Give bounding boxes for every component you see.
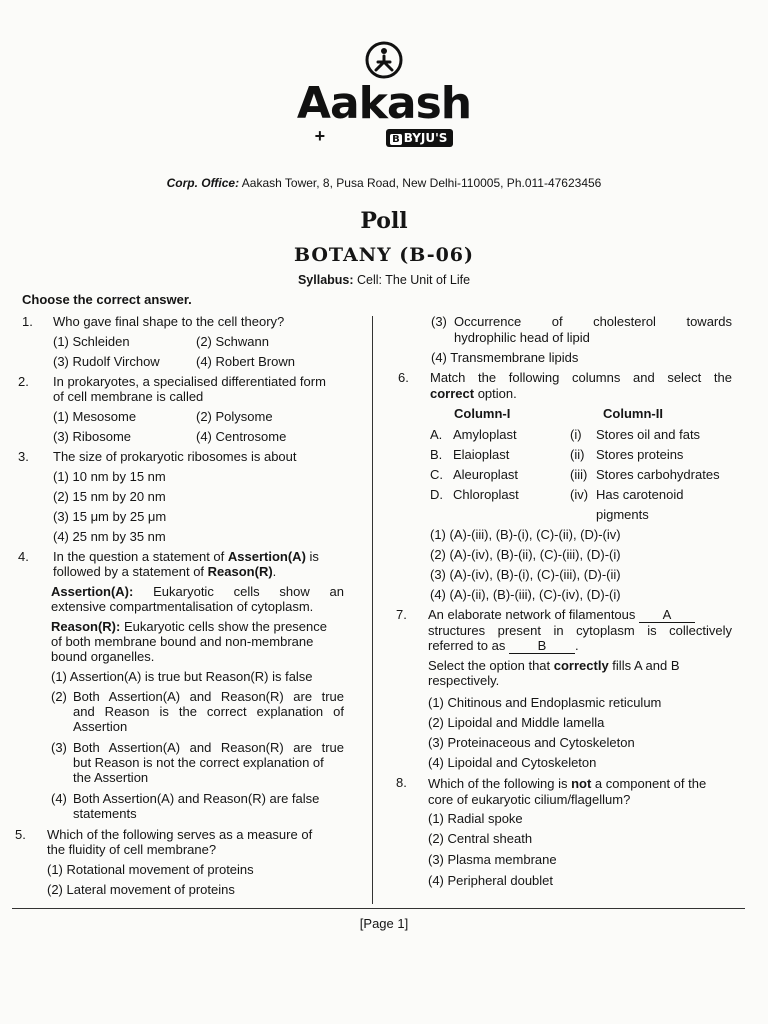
q8-line-1b: not — [571, 776, 592, 791]
q8-line-2: core of eukaryotic cilium/flagellum? — [428, 792, 631, 807]
q4-option-2-line-1: Both Assertion(A) and Reason(R) are true — [73, 689, 344, 704]
q8-line-1c: a component of the — [591, 776, 707, 791]
q6-row-a-match: Stores oil and fats — [596, 427, 701, 442]
partner-badge — [0, 126, 768, 150]
syllabus-label: Syllabus: — [297, 273, 354, 287]
q6-row-b-num: (ii) — [570, 447, 585, 462]
q2-number: 2. — [18, 374, 29, 389]
q7-line-1a: An elaborate network of filamentous — [428, 607, 640, 622]
q4-reason-line-3: bound organelles. — [51, 649, 155, 664]
q2-option-1: (1) Mesosome — [53, 409, 137, 424]
q7-blank-a: A — [639, 608, 695, 623]
q6-line-2a: correct — [430, 386, 475, 401]
q6-line-2 — [430, 386, 517, 401]
corp-office — [0, 176, 768, 190]
q3-option-4: (4) 25 nm by 35 nm — [53, 529, 166, 544]
q6-row-b-match: Stores proteins — [596, 447, 684, 462]
corp-label: Corp. Office: — [166, 176, 240, 190]
q4-assertion-line-2: extensive compartmentalisation of cytoplasm. — [51, 599, 314, 614]
q7-number: 7. — [396, 607, 407, 622]
q2-option-3: (3) Ribosome — [53, 429, 132, 444]
q7-line-5: respectively. — [428, 673, 500, 688]
q3-text: The size of prokaryotic ribosomes is about — [53, 449, 297, 464]
q7-line-3b: . — [574, 638, 579, 653]
plus-sign: + — [314, 126, 326, 146]
q4-option-3-line-3: the Assertion — [73, 770, 149, 785]
q2-option-4: (4) Centrosome — [196, 429, 287, 444]
q4-assertion-text-1: Eukaryotic cells show an — [133, 584, 344, 599]
q6-column-2-header: Column-II — [603, 406, 663, 421]
q5-option-1: (1) Rotational movement of proteins — [47, 862, 254, 877]
q6-row-c-match: Stores carbohydrates — [596, 467, 720, 482]
q5-line-1: Which of the following serves as a measure of — [47, 827, 313, 842]
q6-row-d-match-cont: pigments — [596, 507, 649, 522]
q5-option-3-line-1: Occurrence of cholesterol towards — [454, 314, 732, 329]
q6-number: 6. — [398, 370, 409, 385]
q7-line-3 — [428, 638, 579, 654]
q4-line-2a: followed by a statement of — [53, 564, 208, 579]
q6-row-d-item: Chloroplast — [453, 487, 519, 502]
q1-number: 1. — [22, 314, 33, 329]
corp-text: Aakash Tower, 8, Pusa Road, New Delhi-110005, Ph.011-47623456 — [239, 176, 602, 190]
q7-blank-b: B — [509, 639, 575, 654]
column-divider — [372, 316, 373, 904]
subject-title: BOTANY (B-06) — [293, 244, 475, 266]
q4-option-4-line-2: statements — [73, 806, 137, 821]
q1-option-2: (2) Schwann — [196, 334, 269, 349]
brand-name: Aakash — [296, 78, 472, 129]
q4-line-1b: Assertion(A) — [227, 549, 306, 564]
q4-line-2 — [53, 564, 276, 579]
q7-line-3a: referred to as — [428, 638, 509, 653]
q7-option-2: (2) Lipoidal and Middle lamella — [428, 715, 605, 730]
q4-option-4-number: (4) — [51, 791, 67, 806]
q8-option-4: (4) Peripheral doublet — [428, 873, 554, 888]
logo — [0, 40, 768, 150]
q1-text: Who gave final shape to the cell theory? — [53, 314, 285, 329]
q5-option-3-line-2: hydrophilic head of lipid — [454, 330, 590, 345]
q1-option-4: (4) Robert Brown — [196, 354, 295, 369]
instruction: Choose the correct answer. — [22, 292, 192, 307]
q2-line-1: In prokaryotes, a specialised differentiated form — [53, 374, 326, 389]
page-title: Poll — [360, 208, 408, 234]
q6-row-c-item: Aleuroplast — [453, 467, 519, 482]
q7-option-3: (3) Proteinaceous and Cytoskeleton — [428, 735, 635, 750]
q8-line-1a: Which of the following is — [428, 776, 572, 791]
q2-option-2: (2) Polysome — [196, 409, 273, 424]
q4-reason-line-1 — [51, 619, 327, 634]
q7-line-4 — [428, 658, 680, 673]
q6-line-1: Match the following columns and select the — [430, 370, 732, 385]
q4-reason-line-2: of both membrane bound and non-membrane — [51, 634, 314, 649]
partner-logo — [386, 129, 453, 147]
q7-line-2: structures present in cytoplasm is collectively — [428, 623, 732, 638]
q7-line-1 — [428, 607, 695, 623]
q8-option-1: (1) Radial spoke — [428, 811, 523, 826]
q6-option-1: (1) (A)-(iii), (B)-(i), (C)-(ii), (D)-(iv) — [430, 527, 621, 542]
q6-line-2b: option. — [474, 386, 517, 401]
q4-line-2c: . — [272, 564, 277, 579]
q7-line-4a: Select the option that — [428, 658, 554, 673]
syllabus-text: Cell: The Unit of Life — [353, 273, 471, 287]
q6-row-d-key: D. — [430, 487, 443, 502]
partner-name: BYJU'S — [403, 131, 448, 145]
q4-line-1 — [53, 549, 319, 564]
q6-row-a-item: Amyloplast — [453, 427, 517, 442]
q6-row-a-key: A. — [430, 427, 443, 442]
q8-number: 8. — [396, 775, 407, 790]
footer-rule — [12, 908, 745, 909]
q4-option-2-number: (2) — [51, 689, 67, 704]
q4-option-1: (1) Assertion(A) is true but Reason(R) is false — [51, 669, 313, 684]
q6-option-2: (2) (A)-(iv), (B)-(ii), (C)-(iii), (D)-(i) — [430, 547, 621, 562]
syllabus — [0, 273, 768, 287]
q5-number: 5. — [15, 827, 26, 842]
q5-option-2: (2) Lateral movement of proteins — [47, 882, 235, 897]
q4-option-4-line-1: Both Assertion(A) and Reason(R) are false — [73, 791, 320, 806]
q4-option-3-line-1: Both Assertion(A) and Reason(R) are true — [73, 740, 344, 755]
q5-line-2: the fluidity of cell membrane? — [47, 842, 217, 857]
q3-option-1: (1) 10 nm by 15 nm — [53, 469, 166, 484]
q4-reason-text-1: Eukaryotic cells show the presence — [120, 619, 327, 634]
q5-option-3-number: (3) — [431, 314, 447, 329]
q7-line-4b: correctly — [553, 658, 609, 673]
q4-line-1c: is — [305, 549, 319, 564]
q6-row-b-item: Elaioplast — [453, 447, 510, 462]
q1-option-3: (3) Rudolf Virchow — [53, 354, 160, 369]
q4-option-3-line-2: but Reason is not the correct explanation of — [73, 755, 324, 770]
q4-assertion-line-1 — [51, 584, 344, 599]
q8-line-1 — [428, 776, 706, 791]
q4-number: 4. — [18, 549, 29, 564]
q6-option-4: (4) (A)-(ii), (B)-(iii), (C)-(iv), (D)-(i) — [430, 587, 621, 602]
q6-row-a-num: (i) — [570, 427, 582, 442]
q3-option-3: (3) 15 μm by 25 μm — [53, 509, 167, 524]
partner-b-icon: B — [392, 134, 400, 145]
q4-line-1a: In the question a statement of — [53, 549, 228, 564]
q4-line-2b: Reason(R) — [207, 564, 273, 579]
q7-option-4: (4) Lipoidal and Cytoskeleton — [428, 755, 597, 770]
q4-assertion-label: Assertion(A): — [51, 584, 134, 599]
q2-line-2: of cell membrane is called — [53, 389, 204, 404]
q4-reason-label: Reason(R): — [51, 619, 121, 634]
q8-option-3: (3) Plasma membrane — [428, 852, 557, 867]
q6-row-c-num: (iii) — [570, 467, 588, 482]
q6-row-d-num: (iv) — [570, 487, 589, 502]
q3-number: 3. — [18, 449, 29, 464]
q8-option-2: (2) Central sheath — [428, 831, 533, 846]
q3-option-2: (2) 15 nm by 20 nm — [53, 489, 166, 504]
q7-option-1: (1) Chitinous and Endoplasmic reticulum — [428, 695, 662, 710]
q6-row-c-key: C. — [430, 467, 443, 482]
q5-option-4: (4) Transmembrane lipids — [431, 350, 579, 365]
q7-line-4c: fills A and B — [608, 658, 680, 673]
q6-column-1-header: Column-I — [454, 406, 511, 421]
q6-row-b-key: B. — [430, 447, 443, 462]
q1-option-1: (1) Schleiden — [53, 334, 130, 349]
q6-row-d-match: Has carotenoid — [596, 487, 684, 502]
q6-option-3: (3) (A)-(iv), (B)-(i), (C)-(iii), (D)-(ii) — [430, 567, 621, 582]
q4-option-3-number: (3) — [51, 740, 67, 755]
page-number: [Page 1] — [359, 916, 409, 931]
q4-option-2-line-2: and Reason is the correct explanation of — [73, 704, 344, 719]
aakash-emblem-icon — [364, 40, 404, 80]
q4-option-2-line-3: Assertion — [73, 719, 128, 734]
